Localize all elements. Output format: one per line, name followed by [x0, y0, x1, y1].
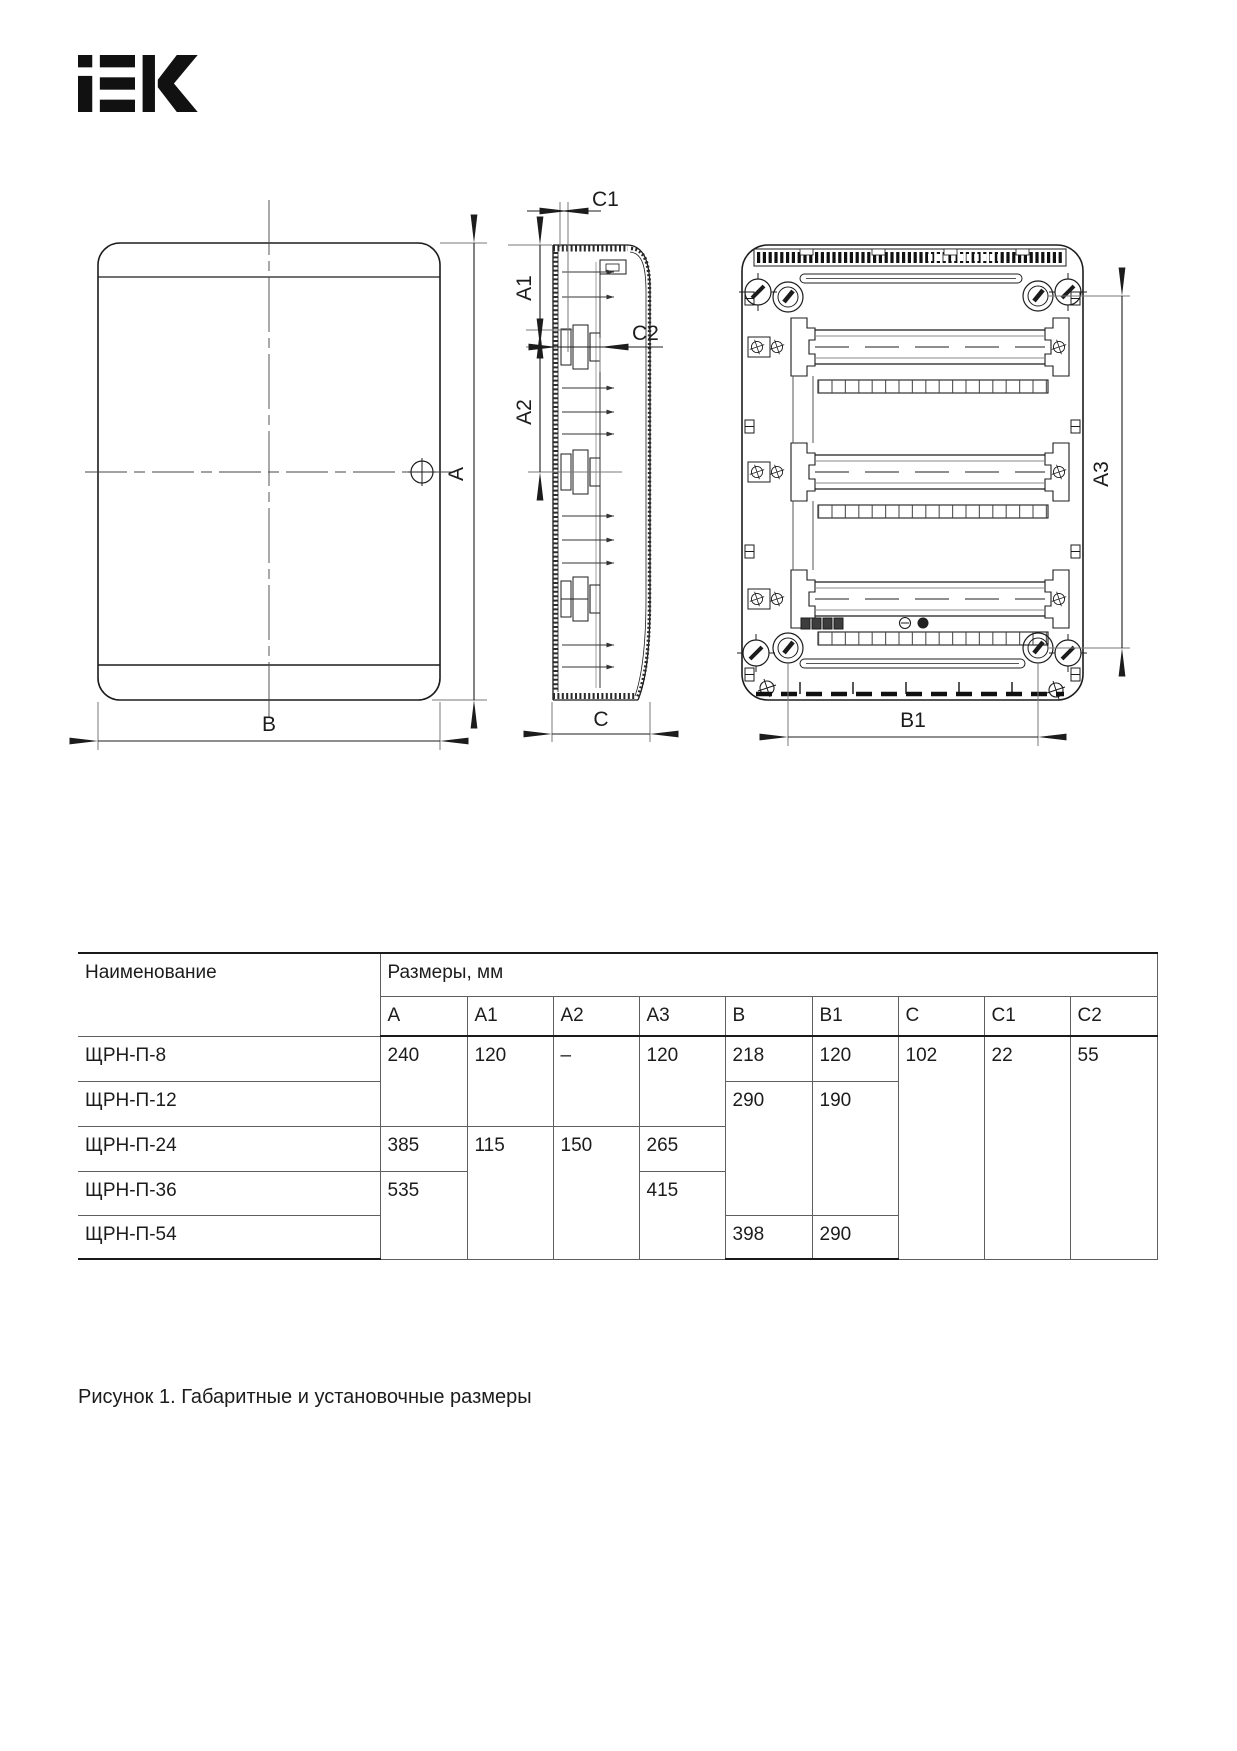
cell-name: ЩРН-П-54	[78, 1215, 380, 1259]
col-header-c: C	[898, 996, 984, 1036]
seal-screw-bottom-right	[1049, 634, 1087, 672]
din-rail-1	[748, 318, 1069, 393]
cell-a1: 120	[467, 1036, 553, 1126]
col-header-a: A	[380, 996, 467, 1036]
cell-name: ЩРН-П-12	[78, 1081, 380, 1126]
dimensions-table	[78, 952, 1158, 1260]
keyhole-bottom-left	[773, 633, 803, 663]
cell-a3: 415	[639, 1171, 725, 1259]
rear-view	[737, 245, 1087, 700]
cell-a: 385	[380, 1126, 467, 1171]
iek-logo	[78, 55, 198, 112]
front-dimensions	[98, 243, 487, 750]
col-header-a1: A1	[467, 996, 553, 1036]
cell-b1: 120	[812, 1036, 898, 1081]
dim-label-c1: C1	[592, 188, 619, 211]
table-row	[78, 1036, 1157, 1081]
marking-icons	[801, 618, 843, 629]
cell-c: 102	[898, 1036, 984, 1259]
side-dimensions	[508, 188, 663, 742]
cell-a3: 265	[639, 1126, 725, 1171]
dim-label-a2: A2	[513, 399, 536, 425]
corner-screw-right	[1047, 681, 1065, 699]
cell-b1: 190	[812, 1081, 898, 1215]
col-header-a2: A2	[553, 996, 639, 1036]
din-rail-2	[748, 443, 1069, 518]
col-header-b1: B1	[812, 996, 898, 1036]
dim-label-b: B	[261, 713, 277, 736]
side-din-mount-3	[561, 577, 600, 621]
dim-label-c2: C2	[632, 322, 659, 345]
dim-label-a3: A3	[1090, 461, 1113, 487]
cell-b1: 290	[812, 1215, 898, 1259]
col-header-dims: Размеры, мм	[380, 953, 1157, 996]
top-vent-band	[754, 249, 1066, 266]
cell-a3: 120	[639, 1036, 725, 1126]
cell-b: 398	[725, 1215, 812, 1259]
cell-c1: 22	[984, 1036, 1070, 1259]
cell-b: 290	[725, 1081, 812, 1215]
cell-a: 535	[380, 1171, 467, 1259]
technical-drawing	[0, 0, 1237, 800]
col-header-c2: C2	[1070, 996, 1157, 1036]
dim-label-a1: A1	[513, 275, 536, 301]
keyhole-top-left	[773, 282, 803, 312]
cell-c2: 55	[1070, 1036, 1157, 1259]
cell-a: 240	[380, 1036, 467, 1126]
figure-caption: Рисунок 1. Габаритные и установочные размеры	[78, 1386, 532, 1408]
cell-name: ЩРН-П-8	[78, 1036, 380, 1081]
cell-a2: –	[553, 1036, 639, 1126]
seal-screw-top-right	[1049, 273, 1087, 311]
col-header-b: B	[725, 996, 812, 1036]
din-rail-3	[748, 570, 1069, 645]
dim-label-a: A	[445, 466, 468, 482]
cell-b: 218	[725, 1036, 812, 1081]
col-header-a3: A3	[639, 996, 725, 1036]
dim-label-c: C	[593, 708, 609, 731]
cell-a1: 115	[467, 1126, 553, 1259]
col-header-c1: C1	[984, 996, 1070, 1036]
dim-label-b1: B1	[900, 709, 926, 732]
front-view	[85, 200, 455, 722]
col-header-name: Наименование	[78, 953, 380, 1036]
cell-name: ЩРН-П-24	[78, 1126, 380, 1171]
cell-a2: 150	[553, 1126, 639, 1259]
door-lock-icon	[408, 458, 436, 486]
cell-name: ЩРН-П-36	[78, 1171, 380, 1215]
